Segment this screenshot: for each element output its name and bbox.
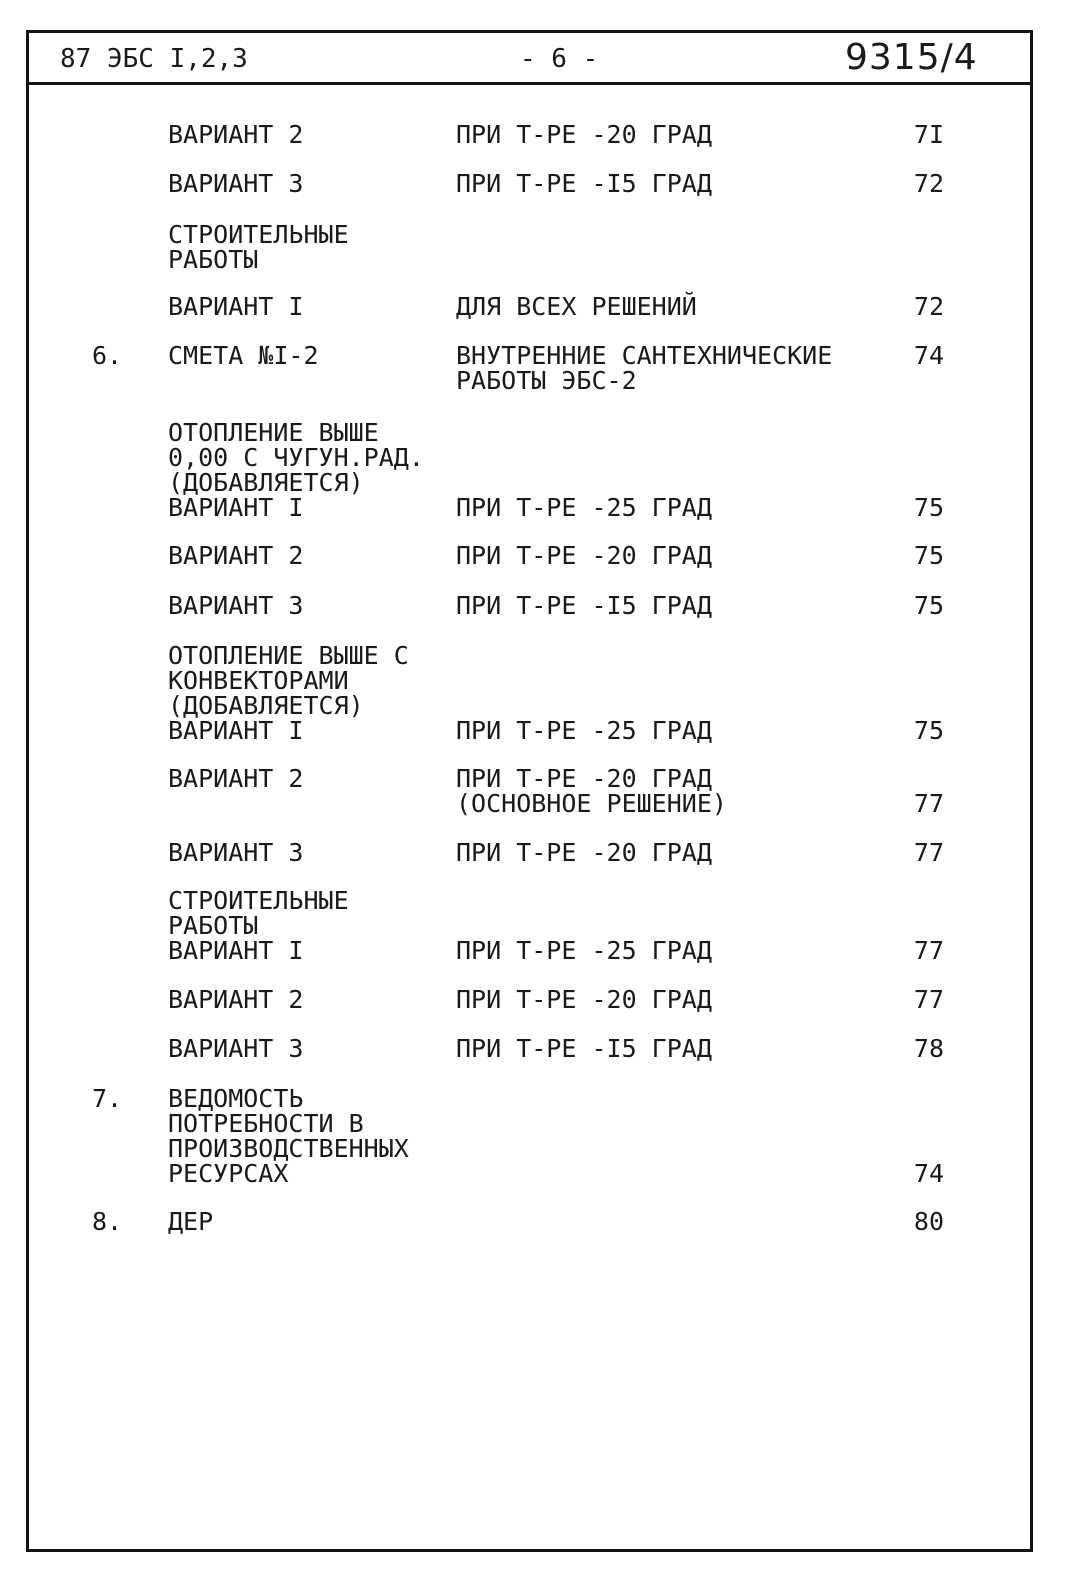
row-description: ДЛЯ ВСЕХ РЕШЕНИЙ — [456, 292, 697, 321]
row-description: ПРИ Т-РЕ -25 ГРАД — [456, 716, 712, 745]
row-page: 75 — [913, 591, 944, 620]
row-title: СТРОИТЕЛЬНЫЕ РАБОТЫ — [168, 220, 349, 274]
row-page: 75 — [913, 541, 944, 570]
document-code: 87 ЭБС I,2,3 — [60, 44, 248, 74]
row-title: ВАРИАНТ 2 — [168, 985, 304, 1014]
row-title: ОТОПЛЕНИЕ ВЫШЕ 0,00 С ЧУГУН.РАД. (ДОБАВЛЯЕТСЯ) ВАРИАНТ I — [168, 418, 424, 522]
row-description: ПРИ Т-РЕ -I5 ГРАД — [456, 1034, 712, 1063]
row-page: 77 — [913, 789, 944, 818]
row-title: ВАРИАНТ I — [168, 292, 304, 321]
row-page: 72 — [913, 292, 944, 321]
row-page: 7I — [913, 120, 944, 149]
row-page: 75 — [913, 716, 944, 745]
row-title: СМЕТА №I-2 — [168, 341, 319, 370]
row-page: 74 — [913, 341, 944, 370]
row-description: ПРИ Т-РЕ -20 ГРАД — [456, 541, 712, 570]
row-page: 78 — [913, 1034, 944, 1063]
row-title: ВАРИАНТ 3 — [168, 591, 304, 620]
header-divider — [26, 82, 1033, 85]
row-title: ОТОПЛЕНИЕ ВЫШЕ С КОНВЕКТОРАМИ (ДОБАВЛЯЕТСЯ) ВАРИАНТ I — [168, 641, 409, 745]
row-description: ПРИ Т-РЕ -20 ГРАД — [456, 838, 712, 867]
sheet-number: 9315/4 — [845, 37, 978, 78]
row-number: 6. — [92, 341, 123, 370]
row-number: 7. — [92, 1084, 123, 1113]
row-page: 75 — [913, 493, 944, 522]
row-page: 72 — [913, 169, 944, 198]
row-description: ВНУТРЕННИЕ САНТЕХНИЧЕСКИЕ РАБОТЫ ЭБС-2 — [456, 341, 833, 395]
row-title: ВЕДОМОСТЬ ПОТРЕБНОСТИ В ПРОИЗВОДСТВЕННЫХ РЕСУРСАХ — [168, 1084, 409, 1188]
row-description: ПРИ Т-РЕ -25 ГРАД — [456, 493, 712, 522]
row-title: ВАРИАНТ 3 — [168, 169, 304, 198]
row-number: 8. — [92, 1207, 123, 1236]
row-description: ПРИ Т-РЕ -I5 ГРАД — [456, 169, 712, 198]
row-description: ПРИ Т-РЕ -20 ГРАД — [456, 120, 712, 149]
row-page: 74 — [913, 1159, 944, 1188]
row-page: 77 — [913, 838, 944, 867]
row-description: ПРИ Т-РЕ -20 ГРАД — [456, 985, 712, 1014]
row-description: ПРИ Т-РЕ -I5 ГРАД — [456, 591, 712, 620]
page-number: - 6 - — [520, 44, 599, 74]
row-title: ВАРИАНТ 2 — [168, 120, 304, 149]
row-title: ВАРИАНТ 2 — [168, 541, 304, 570]
row-title: ВАРИАНТ 3 — [168, 1034, 304, 1063]
row-title: ВАРИАНТ 2 — [168, 764, 304, 793]
row-description: ПРИ Т-РЕ -20 ГРАД (ОСНОВНОЕ РЕШЕНИЕ) — [456, 764, 727, 818]
row-page: 80 — [913, 1207, 944, 1236]
row-page: 77 — [913, 936, 944, 965]
row-page: 77 — [913, 985, 944, 1014]
row-title: СТРОИТЕЛЬНЫЕ РАБОТЫ ВАРИАНТ I — [168, 886, 349, 965]
row-description: ПРИ Т-РЕ -25 ГРАД — [456, 936, 712, 965]
row-title: ВАРИАНТ 3 — [168, 838, 304, 867]
row-title: ДЕР — [168, 1207, 214, 1236]
